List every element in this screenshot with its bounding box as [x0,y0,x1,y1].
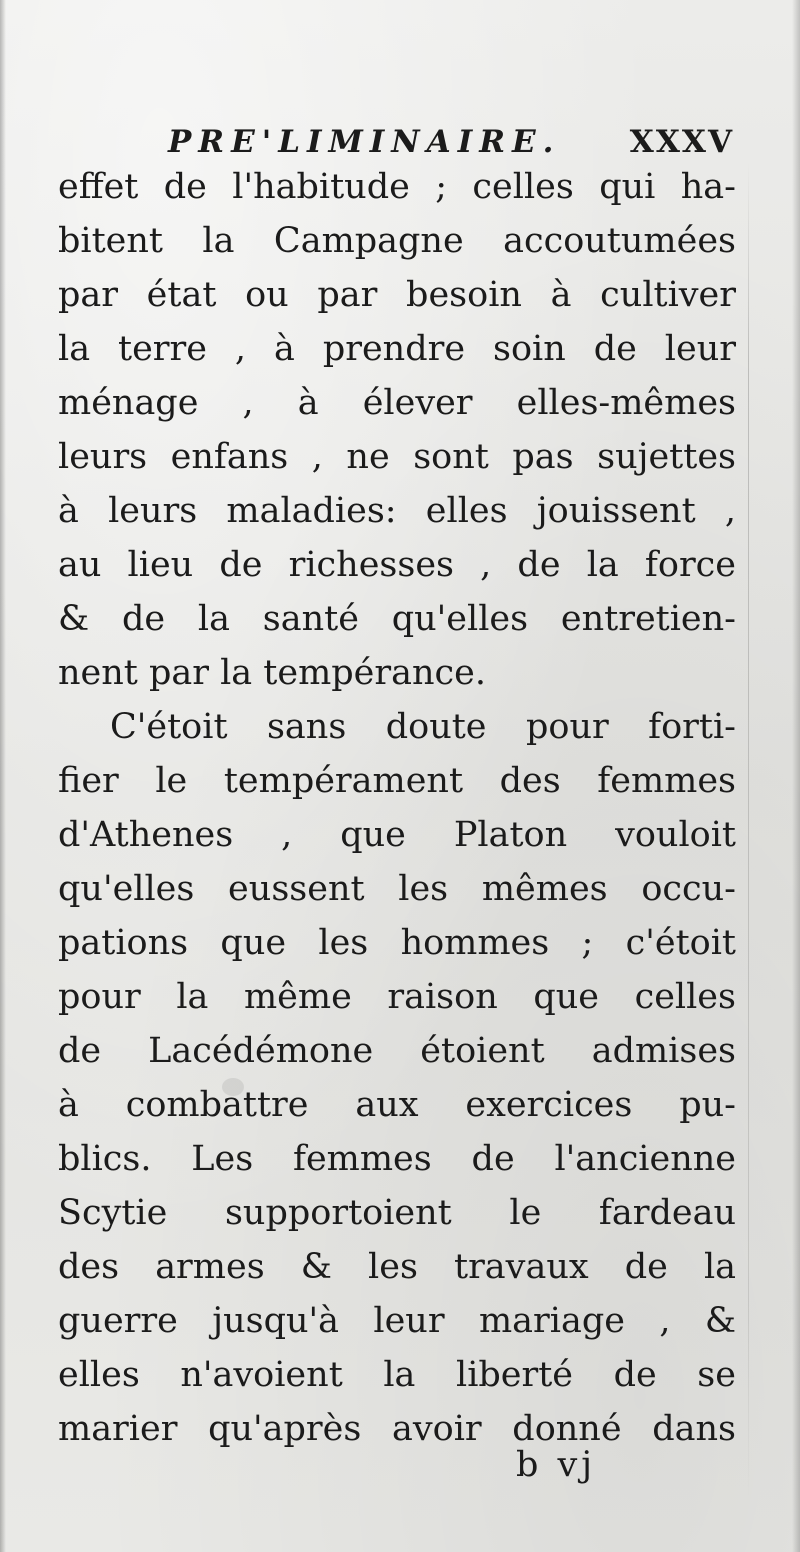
text-line: par état ou par besoin à cultiver [58,275,736,315]
text-line: pations que les hommes ; c'étoit [58,923,736,963]
text-line: bitent la Campagne accoutumées [58,221,736,261]
text-line: fier le tempérament des femmes [58,761,736,801]
text-line: ménage , à élever elles-mêmes [58,383,736,423]
text-line: effet de l'habitude ; celles qui ha- [58,167,736,207]
text-line: leurs enfans , ne sont pas sujettes [58,437,736,477]
text-line: elles n'avoient la liberté de se [58,1355,736,1395]
text-line: de Lacédémone étoient admises [58,1031,736,1071]
text-line: Scytie supportoient le fardeau [58,1193,736,1233]
text-line: qu'elles eussent les mêmes occu- [58,869,736,909]
body-text [58,160,736,1456]
text-line: marier qu'après avoir donné dans [58,1409,736,1449]
page-crease [748,160,749,1500]
text-line: la terre , à prendre soin de leur [58,329,736,369]
text-line: & de la santé qu'elles entretien- [58,599,736,639]
text-line: à leurs maladies: elles jouissent , [58,491,736,531]
page-left-edge-shadow [0,0,6,1552]
running-head [168,118,734,166]
text-line: d'Athenes , que Platon vouloit [58,815,736,855]
page-number: XXXV [629,124,734,160]
paragraph-start-line: C'étoit sans doute pour forti- [110,707,736,747]
text-line: pour la même raison que celles [58,977,736,1017]
text-line: guerre jusqu'à leur mariage , & [58,1301,736,1341]
text-line: à combattre aux exercices pu- [58,1085,736,1125]
paragraph-end-line: nent par la tempérance. [58,653,486,693]
page-right-edge-shadow [792,0,800,1552]
running-head-title: PRE'LIMINAIRE. [168,124,561,160]
text-line: des armes & les travaux de la [58,1247,736,1287]
text-line: blics. Les femmes de l'ancienne [58,1139,736,1179]
signature-mark: b vj [516,1445,597,1485]
text-line: au lieu de richesses , de la force [58,545,736,585]
